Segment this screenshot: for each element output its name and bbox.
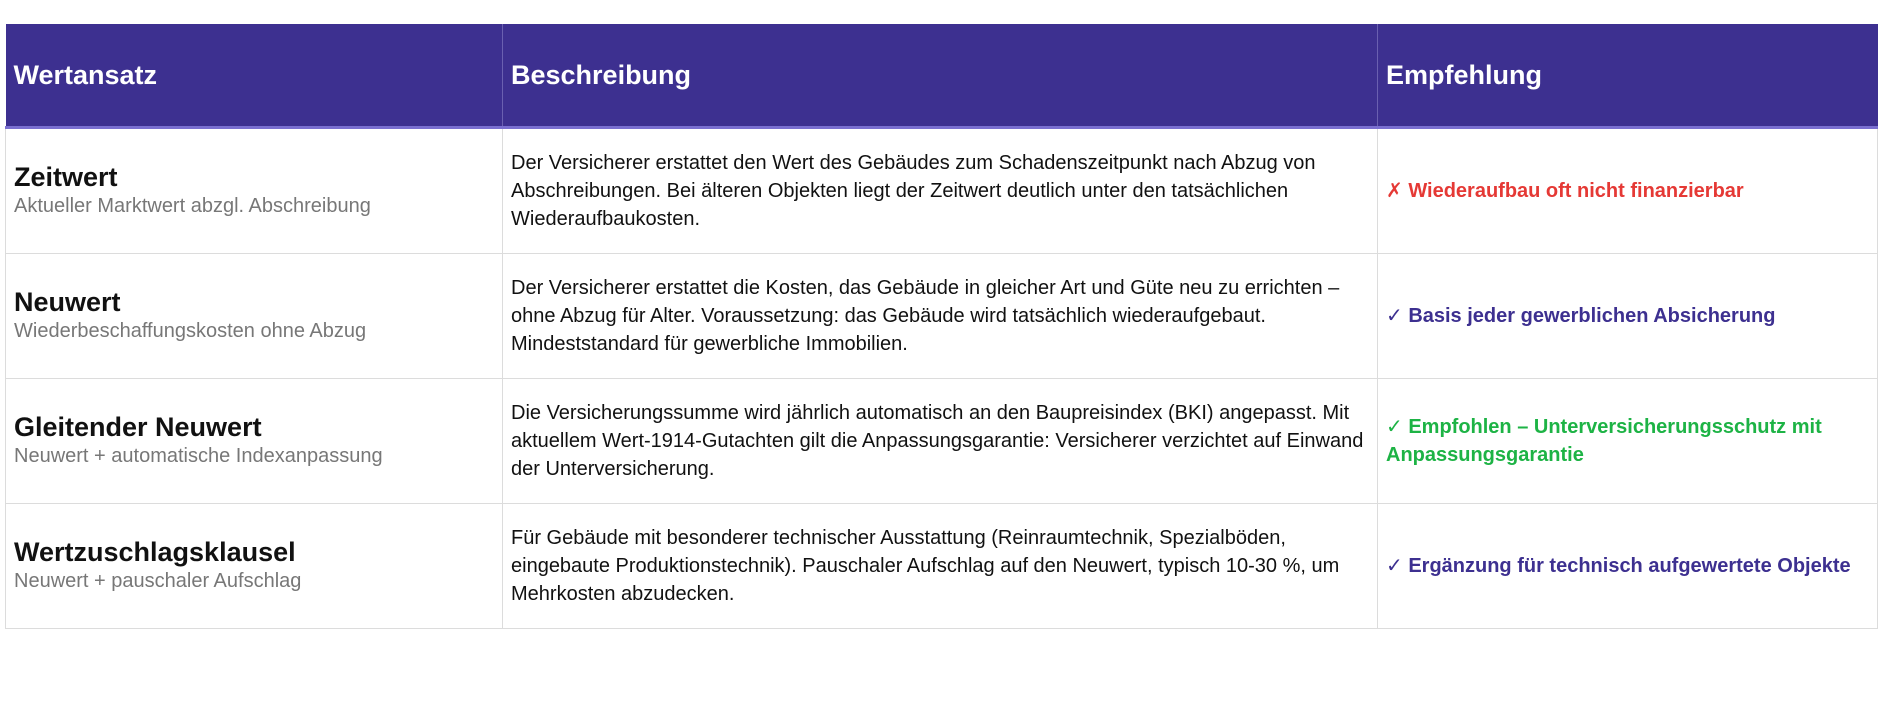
wertansatz-cell bbox=[6, 254, 503, 379]
wertansatz-cell bbox=[6, 379, 503, 504]
recommendation-text: ✓ Empfohlen – Unterversicherungsschutz mit Anpassungsgarantie bbox=[1386, 416, 1822, 466]
wertansatz-subtitle: Aktueller Marktwert abzgl. Abschreibung bbox=[14, 195, 371, 217]
table-body bbox=[6, 128, 1878, 629]
recommendation-cell bbox=[1378, 128, 1878, 254]
wertansatz-subtitle: Neuwert + automatische Indexanpassung bbox=[14, 445, 383, 467]
header-wertansatz: Wertansatz bbox=[6, 24, 503, 128]
wertansatz-cell bbox=[6, 128, 503, 254]
header-empfehlung: Empfehlung bbox=[1378, 24, 1878, 128]
wertansatz-name: Zeitwert bbox=[14, 162, 118, 192]
wertansatz-cell bbox=[6, 504, 503, 629]
wertansatz-name: Wertzuschlagsklausel bbox=[14, 537, 296, 567]
description-cell bbox=[503, 254, 1378, 379]
wertansatz-subtitle: Neuwert + pauschaler Aufschlag bbox=[14, 570, 302, 592]
description-text: Die Versicherungssumme wird jährlich automatisch an den Baupreisindex (BKI) angepasst. Mit aktuellem Wert-1914-Gutachten gilt die Anpassungsgarantie: Versicherer verzichtet auf Einwand der Unterversicherung. bbox=[511, 402, 1364, 480]
recommendation-text: ✓ Basis jeder gewerblichen Absicherung bbox=[1386, 305, 1776, 327]
header-row bbox=[6, 24, 1878, 128]
recommendation-cell bbox=[1378, 254, 1878, 379]
wertansatz-subtitle: Wiederbeschaffungskosten ohne Abzug bbox=[14, 320, 367, 342]
comparison-table-wrapper bbox=[5, 24, 1877, 629]
description-text: Der Versicherer erstattet den Wert des Gebäudes zum Schadenszeitpunkt nach Abzug von Abschreibungen. Bei älteren Objekten liegt der Zeitwert deutlich unter den tatsächlichen Wiederaufbaukosten. bbox=[511, 152, 1316, 230]
description-cell bbox=[503, 379, 1378, 504]
recommendation-cell bbox=[1378, 379, 1878, 504]
table-row bbox=[6, 379, 1878, 504]
recommendation-text: ✓ Ergänzung für technisch aufgewertete Objekte bbox=[1386, 555, 1851, 577]
description-text: Für Gebäude mit besonderer technischer Ausstattung (Reinraumtechnik, Spezialböden, eingebaute Produktionstechnik). Pauschaler Aufschlag auf den Neuwert, typisch 10-30 %, um Mehrkosten abzudecken. bbox=[511, 527, 1340, 605]
description-cell bbox=[503, 128, 1378, 254]
table-row bbox=[6, 128, 1878, 254]
recommendation-cell bbox=[1378, 504, 1878, 629]
table-header bbox=[6, 24, 1878, 128]
description-cell bbox=[503, 504, 1378, 629]
header-beschreibung: Beschreibung bbox=[503, 24, 1378, 128]
table-row bbox=[6, 254, 1878, 379]
wertansatz-name: Neuwert bbox=[14, 287, 121, 317]
description-text: Der Versicherer erstattet die Kosten, das Gebäude in gleicher Art und Güte neu zu errichten – ohne Abzug für Alter. Voraussetzung: das Gebäude wird tatsächlich wiederaufgebaut. Mindeststandard für gewerbliche Immobilien. bbox=[511, 277, 1340, 355]
recommendation-text: ✗ Wiederaufbau oft nicht finanzierbar bbox=[1386, 180, 1744, 202]
table-row bbox=[6, 504, 1878, 629]
wertansatz-name: Gleitender Neuwert bbox=[14, 412, 262, 442]
comparison-table bbox=[5, 24, 1878, 629]
